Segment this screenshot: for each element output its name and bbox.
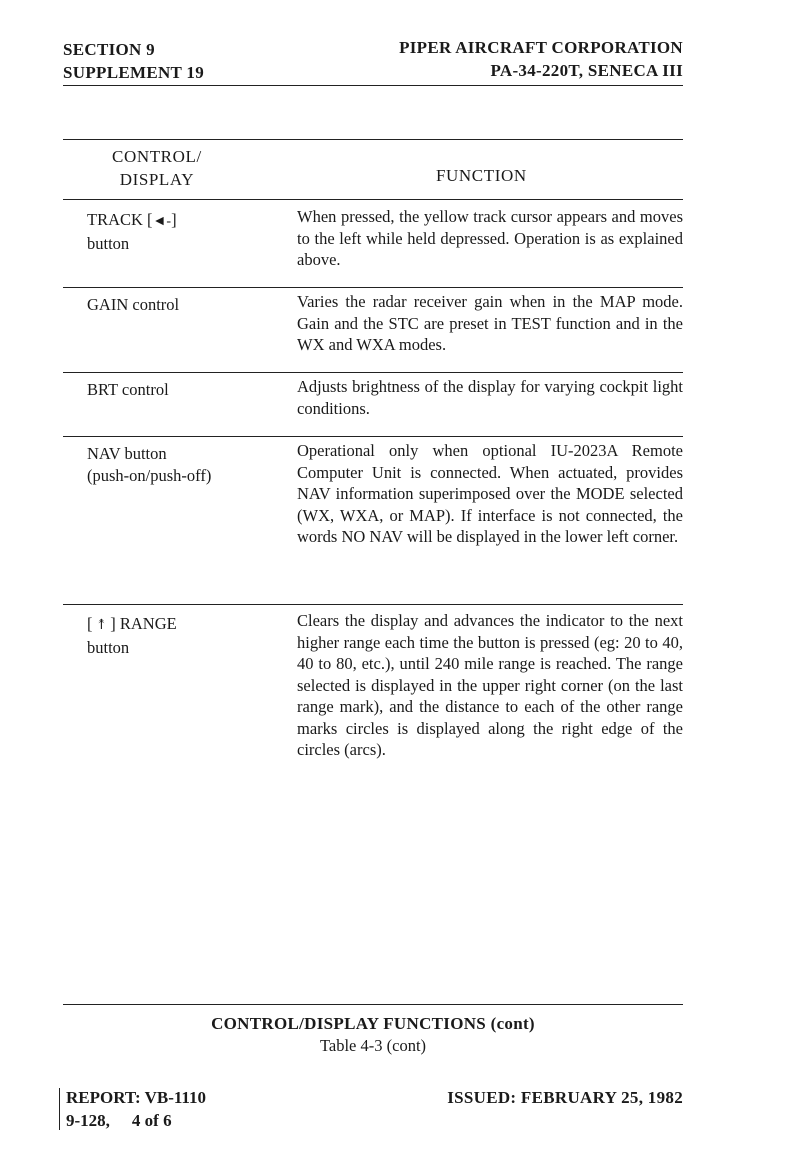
row-divider	[63, 604, 683, 605]
table-caption-title: CONTROL/DISPLAY FUNCTIONS (cont)	[211, 1014, 535, 1033]
table-row-range-control: [ ↟ ] RANGE button	[87, 614, 177, 657]
issued-date: ISSUED: FEBRUARY 25, 1982	[447, 1088, 683, 1107]
table-row-nav-control: NAV button (push-on/push-off)	[87, 444, 212, 485]
table-caption	[63, 1013, 683, 1057]
table-row-track-function: When pressed, the yellow track cursor appears and moves to the left while held depressed. Operation is as explained above.	[297, 207, 683, 269]
section-label: SECTION 9	[63, 40, 155, 59]
column-header-function: FUNCTION	[436, 166, 527, 185]
range-up-arrow-icon: ↟	[95, 618, 108, 633]
table-bottom-rule	[63, 1004, 683, 1005]
column-header-control: CONTROL/ DISPLAY	[112, 147, 202, 189]
row-divider	[63, 287, 683, 288]
track-left-arrow-icon: ◄-	[152, 214, 172, 229]
table-row-gain-function: Varies the radar receiver gain when in the MAP mode. Gain and the STC are preset in TEST function and in the WX and WXA modes.	[297, 292, 683, 354]
table-row-nav-function: Operational only when optional IU-2023A Remote Computer Unit is connected. When actuated, provides NAV information superimposed over the MODE selected (WX, WXA, or MAP). If interface is not connected, the words NO NAV will be displayed in the lower left corner.	[297, 441, 683, 546]
report-footer	[66, 1086, 206, 1132]
table-caption-number: Table 4-3 (cont)	[319, 1036, 427, 1055]
row-divider	[63, 372, 683, 373]
page-of: 4 of 6	[131, 1111, 172, 1130]
table-row-range-function: Clears the display and advances the indicator to the next higher range each time the button is pressed (eg: 20 to 40, 40 to 80, etc.), until 240 mile range is reached. The range selected is displayed in the upper right corner (on the last range mark), and the distance to each of the other range marks circles is displayed along the right edge of the circles (arcs).	[297, 611, 683, 759]
page-number: 9-128,	[66, 1111, 110, 1130]
row-divider	[63, 436, 683, 437]
table-top-rule	[63, 139, 683, 140]
manufacturer-header	[399, 36, 683, 82]
report-number: REPORT: VB-1110	[66, 1088, 206, 1107]
table-row-gain-control: GAIN control	[87, 295, 180, 314]
manufacturer-name: PIPER AIRCRAFT CORPORATION	[399, 38, 683, 57]
aircraft-model: PA-34-220T, SENECA III	[490, 61, 683, 80]
table-row-brt-control: BRT control	[87, 380, 169, 399]
header-rule	[63, 85, 683, 86]
change-bar	[59, 1088, 60, 1130]
table-row-brt-function: Adjusts brightness of the display for varying cockpit light conditions.	[297, 377, 683, 418]
table-row-track-control: TRACK [◄-] button	[87, 210, 177, 253]
table-header-rule	[63, 199, 683, 200]
supplement-label: SUPPLEMENT 19	[63, 63, 205, 82]
section-header	[63, 38, 204, 84]
